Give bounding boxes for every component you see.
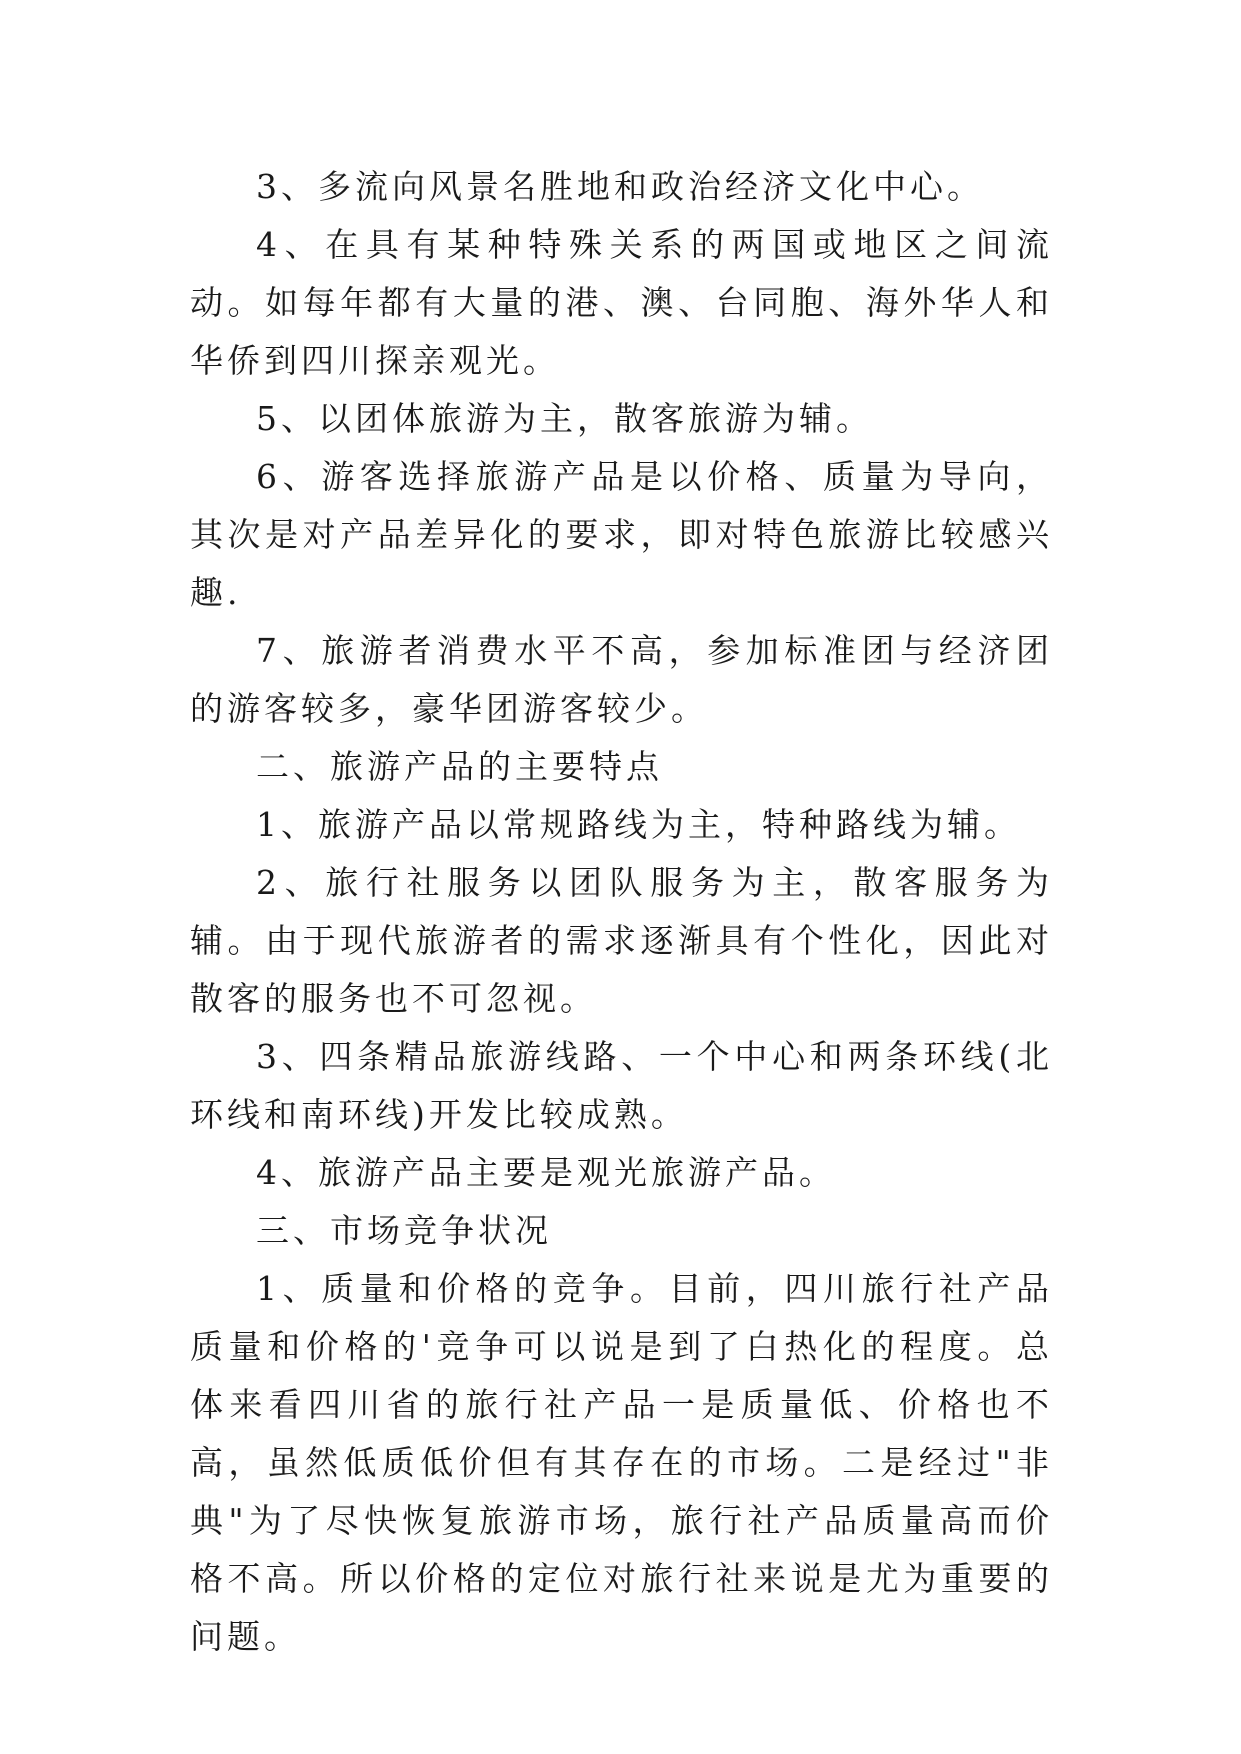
document-body <box>190 158 1053 1666</box>
paragraph-item-7-consumption: 7、旅游者消费水平不高，参加标准团与经济团的游客较多，豪华团游客较少。 <box>190 631 1053 728</box>
paragraph-item-4-special-relations: 4、在具有某种特殊关系的两国或地区之间流动。如每年都有大量的港、澳、台同胞、海外华人和华侨到四川探亲观光。 <box>190 225 1053 380</box>
paragraph-item-2-services: 2、旅行社服务以团队服务为主，散客服务为辅。由于现代旅游者的需求逐渐具有个性化，因此对散客的服务也不可忽视。 <box>190 863 1053 1018</box>
paragraph-item-5-group-travel: 5、以团体旅游为主，散客旅游为辅。 <box>256 399 873 438</box>
paragraph-item-1-quality-price: 1、质量和价格的竞争。目前，四川旅行社产品质量和价格的'竞争可以说是到了白热化的程度。总体来看四川省的旅行社产品一是质量低、价格也不高，虽然低质低价但有其存在的市场。二是经过"非典"为了尽快恢复旅游市场，旅行社产品质量高而价格不高。所以价格的定位对旅行社来说是尤为重要的问题。 <box>190 1269 1053 1656</box>
paragraph-item-3-lines: 3、四条精品旅游线路、一个中心和两条环线(北环线和南环线)开发比较成熟。 <box>190 1037 1053 1134</box>
paragraph-item-6-product-choice: 6、游客选择旅游产品是以价格、质量为导向，其次是对产品差异化的要求，即对特色旅游比较感兴趣. <box>190 457 1053 612</box>
paragraph-item-3-destinations: 3、多流向风景名胜地和政治经济文化中心。 <box>256 167 984 206</box>
section-heading-competition: 三、市场竞争状况 <box>256 1211 552 1250</box>
section-heading-product-features: 二、旅游产品的主要特点 <box>256 747 663 786</box>
paragraph-item-4-sightseeing: 4、旅游产品主要是观光旅游产品。 <box>256 1153 836 1192</box>
paragraph-item-1-routes: 1、旅游产品以常规路线为主，特种路线为辅。 <box>256 805 1021 844</box>
